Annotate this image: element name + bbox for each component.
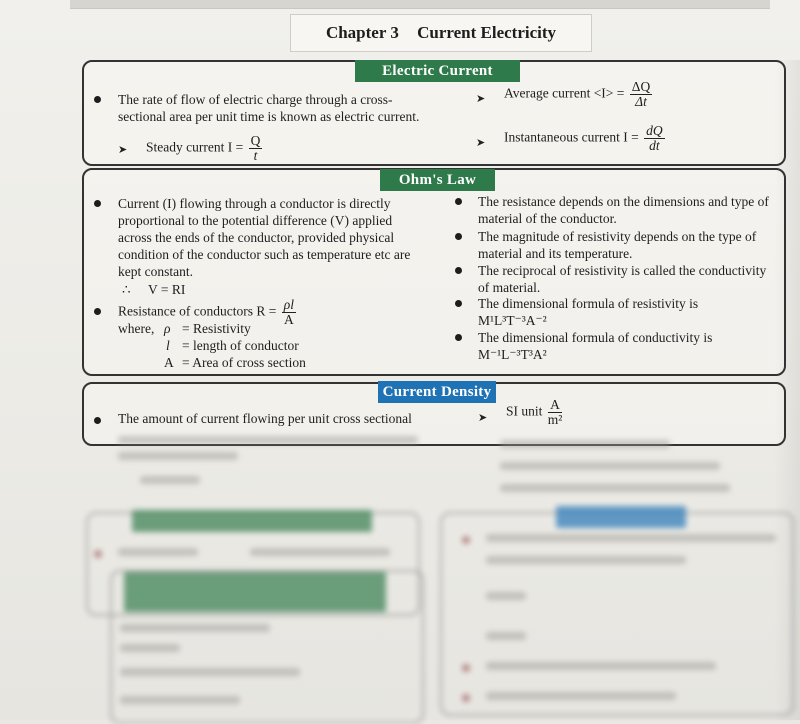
si-unit-formula <box>506 398 564 427</box>
arrow-icon: ➤ <box>476 136 486 149</box>
chapter-name: Current Electricity <box>417 23 557 42</box>
ohm-right-2b: material and its temperature. <box>478 246 633 261</box>
average-den: Δt <box>635 94 647 109</box>
bullet-dot <box>455 267 462 274</box>
current-density-heading: Current Density <box>378 381 496 403</box>
ohm-right-1b: material of the conductor. <box>478 211 617 226</box>
current-density-line1: The amount of current flowing per unit cross sectional <box>118 411 412 426</box>
a-definition: = Area of cross section <box>182 355 306 370</box>
resistance-num: ρl <box>283 297 294 312</box>
average-current-label: Average current <I> = <box>504 85 625 101</box>
current-definition-line1: The rate of flow of electric charge through a cross- <box>118 92 393 107</box>
si-unit-label: SI unit <box>506 403 543 419</box>
arrow-icon: ➤ <box>118 143 128 156</box>
arrow-icon: ➤ <box>478 411 488 424</box>
ohm-equation: V = RI <box>148 282 186 297</box>
instantaneous-current-formula <box>504 124 667 153</box>
blurred-region <box>0 432 800 720</box>
resistance-label: Resistance of conductors R = <box>118 303 277 319</box>
ohm-line-4: condition of the conductor such as temperature etc are <box>118 247 411 262</box>
electric-current-heading: Electric Current <box>355 60 520 82</box>
ohm-line-3: across the ends of the conductor, provided physical <box>118 230 395 245</box>
ohm-line-5: kept constant. <box>118 264 193 279</box>
current-definition-line2: sectional area per unit time is known as electric current. <box>118 109 420 124</box>
chapter-title <box>290 14 592 52</box>
rho-definition: = Resistivity <box>182 321 251 336</box>
steady-current-formula <box>146 134 264 163</box>
average-num: ΔQ <box>631 79 651 94</box>
instant-num: dQ <box>646 123 663 138</box>
bullet-dot <box>94 96 101 103</box>
bullet-dot <box>455 233 462 240</box>
ohm-right-1a: The resistance depends on the dimensions and type of <box>478 194 769 209</box>
instantaneous-current-label: Instantaneous current I = <box>504 129 639 145</box>
page-shadow-edge <box>774 60 800 720</box>
steady-den: t <box>253 148 258 163</box>
bullet-dot <box>94 200 101 207</box>
ohm-right-5a: The dimensional formula of conductivity is <box>478 330 713 345</box>
si-num: A <box>548 398 563 413</box>
steady-current-label: Steady current I = <box>146 139 244 155</box>
resistance-fraction <box>282 298 296 327</box>
chapter-number: Chapter 3 <box>325 23 399 42</box>
bullet-dot <box>455 300 462 307</box>
where-label: where, <box>118 321 155 336</box>
si-unit-fraction <box>548 398 563 427</box>
ohm-right-4a: The dimensional formula of resistivity is <box>478 296 699 311</box>
l-symbol: l <box>166 338 170 353</box>
rho-symbol: ρ <box>164 321 171 336</box>
ohm-right-3b: of material. <box>478 280 541 295</box>
l-definition: = length of conductor <box>182 338 299 353</box>
steady-current-fraction <box>249 134 263 163</box>
page-top-edge <box>70 0 770 9</box>
ohm-right-3a: The reciprocal of resistivity is called the conductivity <box>478 263 767 278</box>
ohm-line-2: proportional to the potential difference (V) applied <box>118 213 393 228</box>
average-current-formula <box>504 80 654 109</box>
therefore-symbol: ∴ <box>122 282 131 297</box>
ohm-line-1: Current (I) flowing through a conductor is directly <box>118 196 391 211</box>
instantaneous-current-fraction <box>644 124 665 153</box>
ohms-law-heading: Ohm's Law <box>380 169 495 191</box>
ohm-right-2a: The magnitude of resistivity depends on the type of <box>478 229 757 244</box>
arrow-icon: ➤ <box>476 92 486 105</box>
bullet-dot <box>455 334 462 341</box>
a-symbol: A <box>164 355 174 370</box>
average-current-fraction <box>630 80 652 109</box>
ohm-right-4b: M¹L³T⁻³A⁻² <box>478 313 547 328</box>
resistance-den: A <box>283 312 294 327</box>
bullet-dot <box>455 198 462 205</box>
ohm-right-5b: M⁻¹L⁻³T³A² <box>478 347 547 362</box>
steady-num: Q <box>250 133 261 148</box>
si-den: m² <box>547 412 563 427</box>
instant-den: dt <box>649 138 660 153</box>
bullet-dot <box>94 417 101 424</box>
bullet-dot <box>94 308 101 315</box>
